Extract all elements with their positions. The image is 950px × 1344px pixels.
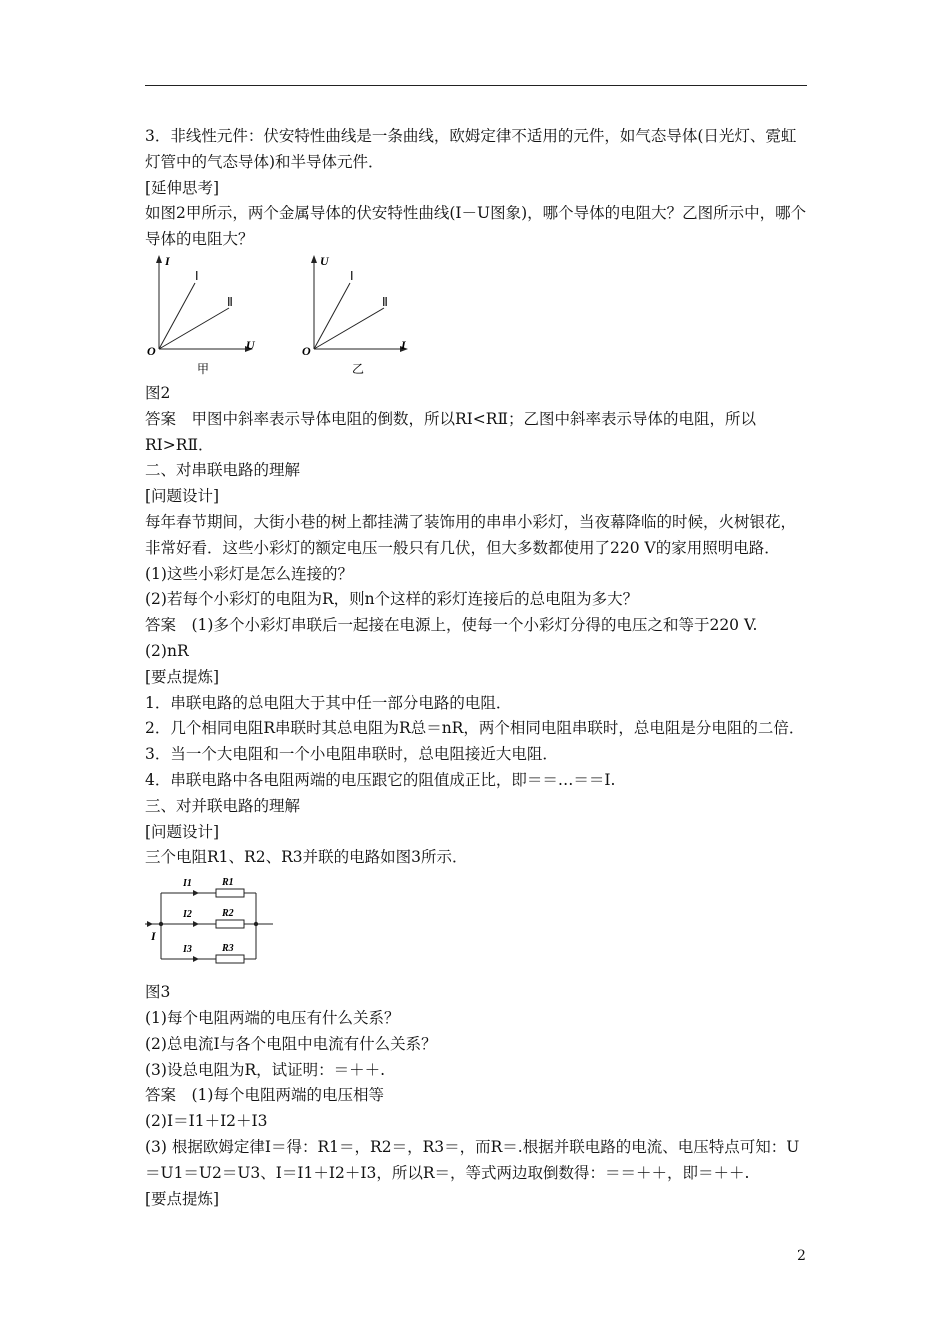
yi-x-axis-label: I [401, 337, 406, 352]
answer-figure2: 答案 甲图中斜率表示导体电阻的倒数，所以RⅠ<RⅡ；乙图中斜率表示导体的电阻，所以RⅠ>RⅡ． [145, 409, 756, 454]
question-2-parallel: (2)总电流I与各个电阻中电流有什么关系？ [145, 1034, 437, 1053]
current-i2-label: I2 [183, 909, 192, 921]
answer-lights-2: (2)nR [145, 641, 189, 660]
answer-parallel-3: (3) 根据欧姆定律I＝得：R1＝，R2＝，R3＝，而R＝.根据并联电路的电流、电压特点可知：U＝U1＝U2＝U3、I＝I1＋I2＋I3，所以R＝，等式两边取倒数得：＝＝＋＋，即＝＋＋. [145, 1137, 800, 1182]
question-1-parallel: (1)每个电阻两端的电压有什么关系？ [145, 1008, 400, 1027]
jia-origin-label: O [147, 343, 156, 358]
question-3-parallel: (3)设总电阻为R，试证明：＝＋＋. [145, 1060, 386, 1079]
answer-parallel-2: (2)I＝I1＋I2＋I3 [145, 1112, 268, 1131]
jia-caption: 甲 [197, 361, 210, 376]
answer-parallel-1: 答案 (1)每个电阻两端的电压相等 [145, 1086, 384, 1105]
key-points-heading-2: [要点提炼] [145, 1189, 220, 1208]
problem-design-heading-2: [问题设计] [145, 822, 220, 841]
extension-thinking-heading: [延伸思考] [145, 178, 220, 197]
header-rule [145, 85, 807, 86]
resistor-r3-label: R3 [222, 943, 234, 955]
paragraph-lights: 每年春节期间，大街小巷的树上都挂满了装饰用的串串小彩灯，当夜幕降临的时候，火树银花，非常好看．这些小彩灯的额定电压一般只有几伏，但大多数都使用了220 V的家用照明电路． [145, 512, 797, 557]
series-point-2: 2．几个相同电阻R串联时其总电阻为R总＝nR，两个相同电阻串联时，总电阻是分电阻的二倍． [145, 719, 805, 738]
yi-origin-label: O [302, 343, 311, 358]
figure-3 [145, 874, 810, 980]
jia-line2-label: Ⅱ [227, 294, 233, 309]
question-2-lights: (2)若每个小彩灯的电阻为R，则n个这样的彩灯连接后的总电阻为多大？ [145, 590, 639, 609]
figure-2-graph-yi [300, 253, 425, 381]
jia-x-axis-label: U [246, 337, 255, 352]
series-point-4: 4．串联电路中各电阻两端的电压跟它的阻值成正比，即＝＝…＝＝I. [145, 770, 616, 789]
figure-2 [145, 253, 810, 381]
section-heading-parallel: 三、对并联电路的理解 [145, 796, 301, 815]
paragraph-parallel-circuit: 三个电阻R1、R2、R3并联的电路如图3所示． [145, 848, 468, 867]
figure-3-circuit [145, 874, 285, 980]
current-i3-label: I3 [183, 944, 192, 956]
problem-design-heading: [问题设计] [145, 487, 220, 506]
jia-line1-label: Ⅰ [195, 268, 199, 283]
jia-y-axis-label: I [165, 253, 170, 268]
paragraph-nonlinear-element: 3．非线性元件：伏安特性曲线是一条曲线，欧姆定律不适用的元件，如气态导体(日光灯、霓虹灯管中的气态导体)和半导体元件． [145, 127, 797, 171]
yi-caption: 乙 [352, 361, 365, 376]
figure-2-label: 图2 [145, 383, 171, 402]
section-heading-series: 二、对串联电路的理解 [145, 461, 301, 480]
page-number: 2 [797, 1248, 806, 1264]
yi-line2-label: Ⅱ [382, 294, 388, 309]
question-figure2: 如图2甲所示，两个金属导体的伏安特性曲线(I－U图象)，哪个导体的电阻大？乙图所示中，哪个导体的电阻大？ [145, 204, 807, 249]
yi-y-axis-label: U [320, 253, 329, 268]
key-points-heading: [要点提炼] [145, 667, 220, 686]
question-1-lights: (1)这些小彩灯是怎么连接的？ [145, 564, 353, 583]
resistor-r1-label: R1 [222, 877, 234, 889]
yi-line1-label: Ⅰ [350, 268, 354, 283]
figure-2-graph-jia [145, 253, 270, 381]
resistor-r2-label: R2 [222, 908, 234, 920]
main-current-label: I [151, 929, 156, 944]
page-content [145, 124, 810, 1212]
figure-3-label: 图3 [145, 983, 171, 1002]
series-point-1: 1．串联电路的总电阻大于其中任一部分电路的电阻． [145, 693, 512, 712]
current-i1-label: I1 [183, 878, 192, 890]
series-point-3: 3．当一个大电阻和一个小电阻串联时，总电阻接近大电阻． [145, 745, 558, 764]
answer-lights-1: 答案 (1)多个小彩灯串联后一起接在电源上，使每一个小彩灯分得的电压之和等于220 V. [145, 616, 758, 635]
